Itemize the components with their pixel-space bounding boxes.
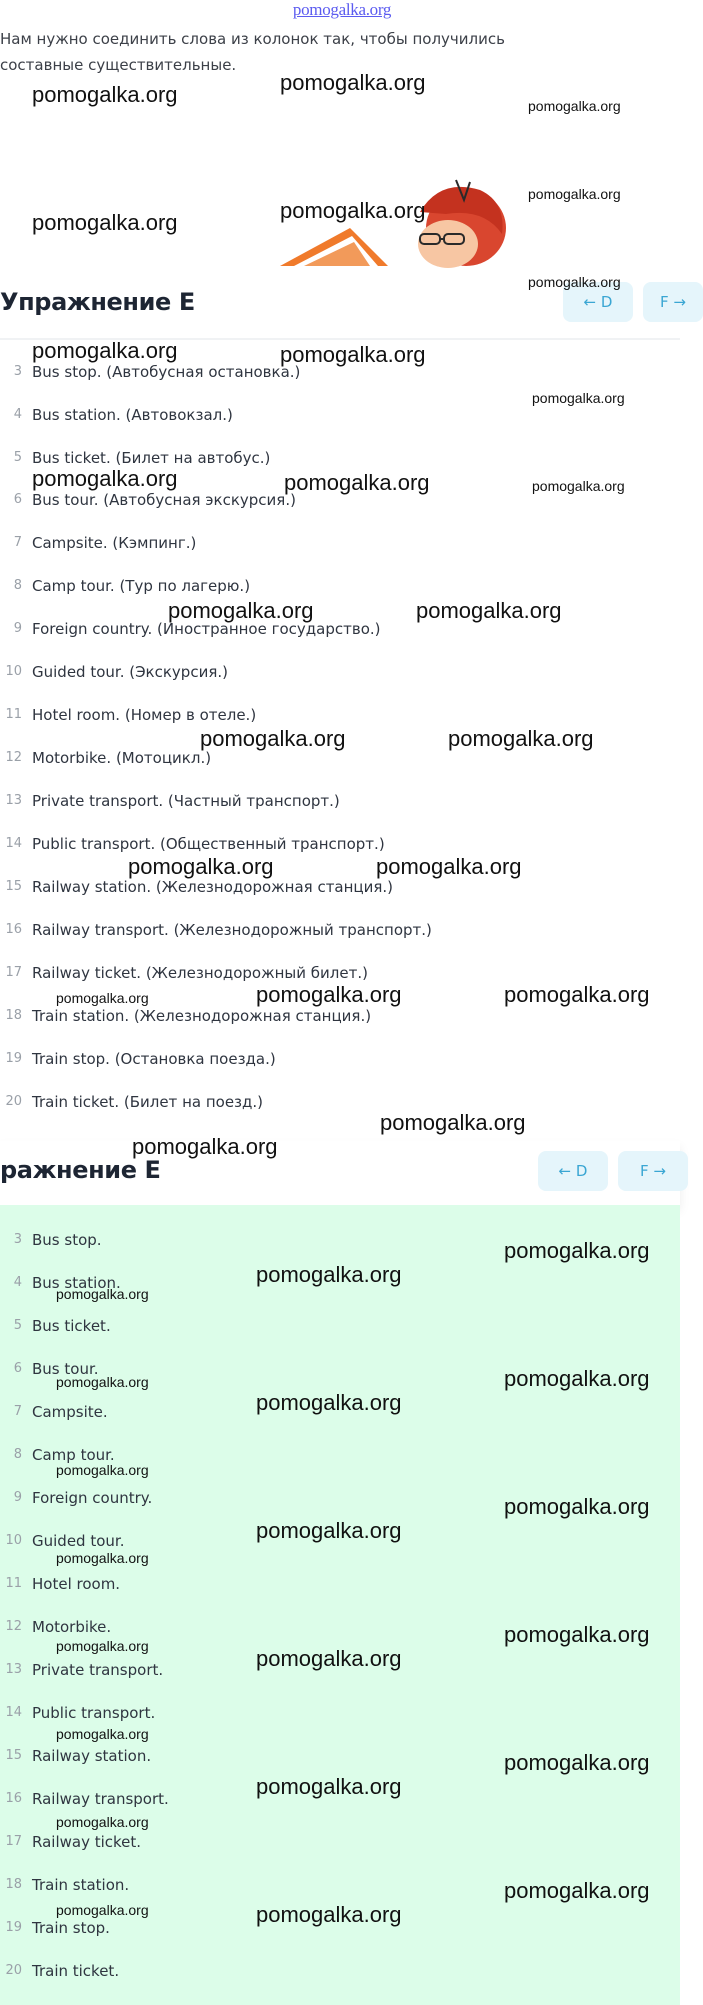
item-text: Railway transport.: [32, 1790, 169, 1808]
next-exercise-button[interactable]: F →: [618, 1151, 688, 1191]
item-text: Camp tour. (Тур по лагерю.): [32, 577, 251, 595]
item-text: Bus tour. (Автобусная экскурсия.): [32, 491, 296, 509]
arrow-right-icon: →: [653, 1162, 666, 1180]
item-text: Private transport.: [32, 1661, 164, 1679]
item-text: Campsite. (Кэмпинг.): [32, 534, 197, 552]
item-text: Railway station.: [32, 1747, 152, 1765]
watermark: pomogalka.org: [504, 1366, 650, 1391]
item-number: 15: [5, 1748, 22, 1763]
site-logo[interactable]: pomogalka.org: [292, 0, 392, 19]
watermark: pomogalka.org: [56, 1286, 149, 1302]
item-number: 14: [5, 1705, 22, 1720]
item-number: 11: [5, 1576, 22, 1591]
item-text: Foreign country.: [32, 1489, 153, 1507]
watermark: pomogalka.org: [56, 1374, 149, 1390]
watermark: pomogalka.org: [32, 210, 178, 235]
item-text: Train stop.: [32, 1919, 110, 1937]
item-number: 6: [13, 1361, 22, 1376]
item-text: Train ticket.: [32, 1962, 120, 1980]
item-number: 12: [5, 750, 22, 765]
watermark: pomogalka.org: [504, 982, 650, 1007]
item-text: Motorbike.: [32, 1618, 112, 1636]
item-text: Motorbike. (Мотоцикл.): [32, 749, 212, 767]
watermark: pomogalka.org: [380, 1110, 526, 1135]
item-number: 12: [5, 1619, 22, 1634]
watermark: pomogalka.org: [280, 70, 426, 95]
watermark: pomogalka.org: [504, 1622, 650, 1647]
arrow-left-icon: ←: [558, 1162, 572, 1180]
item-text: Train ticket. (Билет на поезд.): [32, 1093, 264, 1111]
watermark: pomogalka.org: [416, 598, 562, 623]
item-number: 14: [5, 836, 22, 851]
item-number: 18: [5, 1008, 22, 1023]
item-text: Camp tour.: [32, 1446, 115, 1464]
item-text: Private transport. (Частный транспорт.): [32, 792, 340, 810]
item-text: Hotel room.: [32, 1575, 121, 1593]
item-text: Public transport.: [32, 1704, 156, 1722]
watermark: pomogalka.org: [128, 854, 274, 879]
item-text: Railway ticket. (Железнодорожный билет.): [32, 964, 368, 982]
watermark: pomogalka.org: [256, 1646, 402, 1671]
item-number: 18: [5, 1877, 22, 1892]
item-number: 20: [5, 1963, 22, 1978]
watermark: pomogalka.org: [504, 1878, 650, 1903]
item-number: 16: [5, 922, 22, 937]
item-number: 13: [5, 793, 22, 808]
item-text: Foreign country. (Иностранное государство.): [32, 620, 381, 638]
watermark: pomogalka.org: [32, 82, 178, 107]
watermark: pomogalka.org: [280, 198, 426, 223]
item-text: Bus station. (Автовокзал.): [32, 406, 233, 424]
watermark: pomogalka.org: [168, 598, 314, 623]
watermark: pomogalka.org: [528, 186, 621, 202]
item-text: Guided tour. (Экскурсия.): [32, 663, 228, 681]
watermark: pomogalka.org: [284, 470, 430, 495]
watermark: pomogalka.org: [56, 1638, 149, 1654]
exercise-title: ражнение E: [0, 1156, 161, 1184]
item-text: Train station.: [32, 1876, 130, 1894]
item-number: 8: [13, 578, 22, 593]
item-text: Bus tour.: [32, 1360, 99, 1378]
watermark: pomogalka.org: [200, 726, 346, 751]
watermark: pomogalka.org: [256, 1774, 402, 1799]
watermark: pomogalka.org: [528, 274, 621, 290]
item-text: Bus ticket.: [32, 1317, 111, 1335]
item-number: 17: [5, 1834, 22, 1849]
watermark: pomogalka.org: [132, 1134, 278, 1159]
item-text: Railway station. (Железнодорожная станция.): [32, 878, 394, 896]
watermark: pomogalka.org: [528, 98, 621, 114]
exercise-title: Упражнение E: [0, 288, 195, 316]
item-number: 6: [13, 492, 22, 507]
item-number: 15: [5, 879, 22, 894]
item-number: 9: [13, 1490, 22, 1505]
watermark: pomogalka.org: [376, 854, 522, 879]
task-description: Нам нужно соединить слова из колонок так, чтобы получились составные существительные.: [0, 30, 505, 74]
item-number: 3: [13, 364, 22, 379]
item-text: Bus stop.: [32, 1231, 102, 1249]
item-text: Hotel room. (Номер в отеле.): [32, 706, 257, 724]
watermark: pomogalka.org: [32, 466, 178, 491]
watermark: pomogalka.org: [56, 1814, 149, 1830]
item-text: Railway transport. (Железнодорожный транспорт.): [32, 921, 432, 939]
watermark: pomogalka.org: [56, 1902, 149, 1918]
watermark: pomogalka.org: [532, 390, 625, 406]
item-number: 17: [5, 965, 22, 980]
item-number: 9: [13, 621, 22, 636]
item-number: 3: [13, 1232, 22, 1247]
watermark: pomogalka.org: [504, 1494, 650, 1519]
item-number: 4: [13, 407, 22, 422]
next-exercise-button[interactable]: F →: [643, 282, 703, 322]
prev-exercise-button[interactable]: ← D: [563, 282, 633, 322]
watermark: pomogalka.org: [504, 1238, 650, 1263]
item-text: Train stop. (Остановка поезда.): [32, 1050, 276, 1068]
item-number: 8: [13, 1447, 22, 1462]
item-number: 7: [13, 1404, 22, 1419]
item-text: Bus station.: [32, 1274, 121, 1292]
arrow-left-icon: ←: [583, 293, 597, 311]
prev-exercise-button[interactable]: ← D: [538, 1151, 608, 1191]
watermark: pomogalka.org: [56, 990, 149, 1006]
item-number: 20: [5, 1094, 22, 1109]
item-text: Guided tour.: [32, 1532, 125, 1550]
item-number: 5: [13, 1318, 22, 1333]
item-text: Campsite.: [32, 1403, 108, 1421]
item-text: Public transport. (Общественный транспорт.): [32, 835, 385, 853]
watermark: pomogalka.org: [256, 1390, 402, 1415]
item-number: 11: [5, 707, 22, 722]
watermark: pomogalka.org: [256, 1518, 402, 1543]
item-number: 16: [5, 1791, 22, 1806]
exercise-header-sticky: [0, 1141, 680, 1207]
item-number: 4: [13, 1275, 22, 1290]
watermark: pomogalka.org: [280, 342, 426, 367]
watermark: pomogalka.org: [504, 1750, 650, 1775]
item-number: 19: [5, 1920, 22, 1935]
watermark: pomogalka.org: [56, 1462, 149, 1478]
item-text: Railway ticket.: [32, 1833, 142, 1851]
watermark: pomogalka.org: [256, 1262, 402, 1287]
item-number: 10: [5, 1533, 22, 1548]
watermark: pomogalka.org: [56, 1550, 149, 1566]
item-text: Train station. (Железнодорожная станция.): [32, 1007, 372, 1025]
item-number: 10: [5, 664, 22, 679]
watermark: pomogalka.org: [256, 1902, 402, 1927]
watermark: pomogalka.org: [532, 478, 625, 494]
item-number: 13: [5, 1662, 22, 1677]
watermark: pomogalka.org: [56, 1726, 149, 1742]
watermark: pomogalka.org: [448, 726, 594, 751]
item-number: 7: [13, 535, 22, 550]
watermark: pomogalka.org: [256, 982, 402, 1007]
item-number: 5: [13, 450, 22, 465]
item-text: Bus ticket. (Билет на автобус.): [32, 449, 271, 467]
item-text: Bus stop. (Автобусная остановка.): [32, 363, 301, 381]
arrow-right-icon: →: [673, 293, 686, 311]
item-number: 19: [5, 1051, 22, 1066]
watermark: pomogalka.org: [32, 338, 178, 363]
